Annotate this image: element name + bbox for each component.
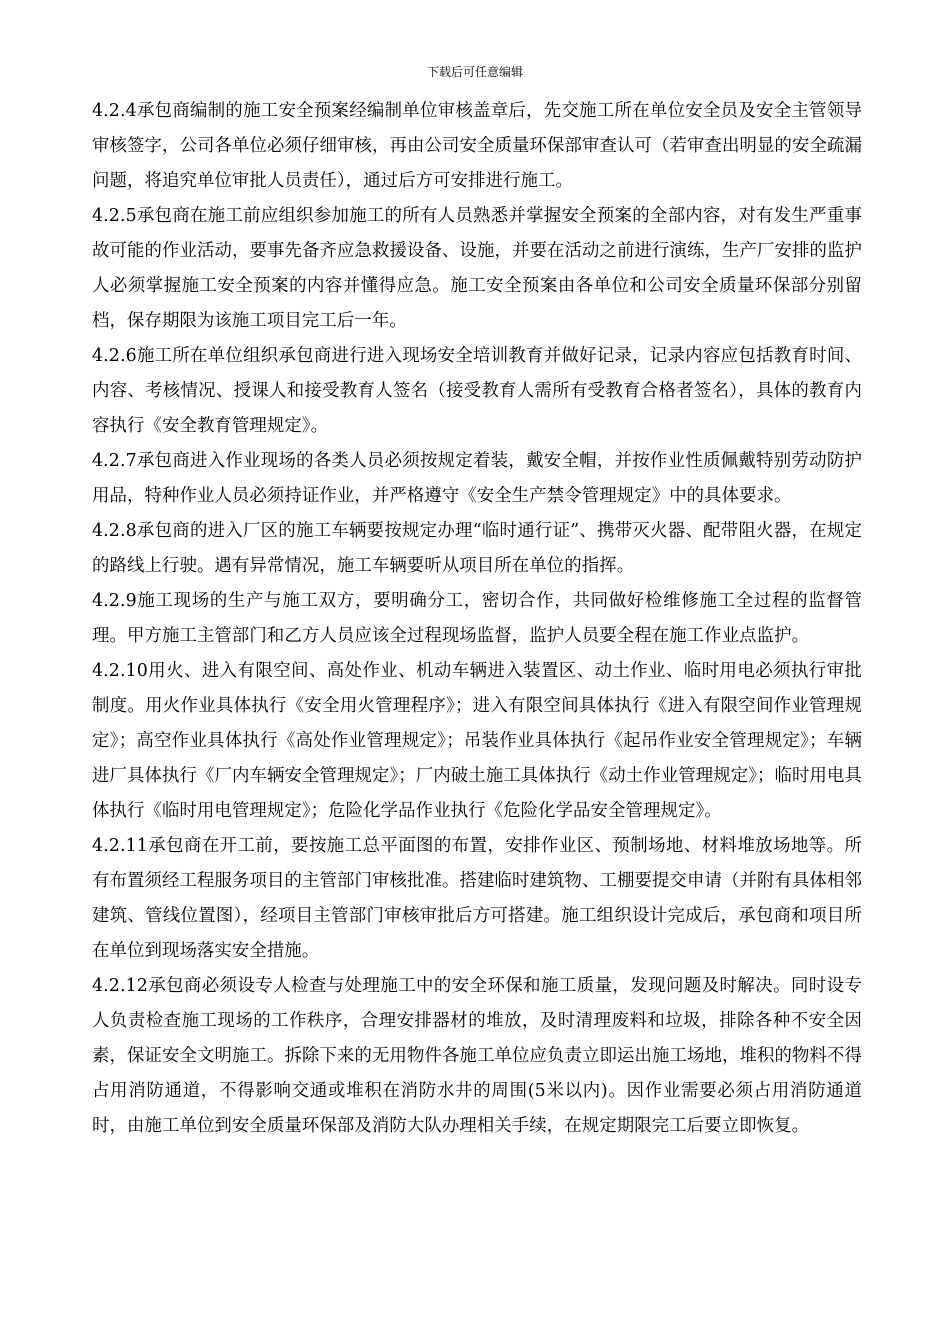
paragraph-4-2-5: 4.2.5承包商在施工前应组织参加施工的所有人员熟悉并掌握安全预案的全部内容，对有发生严重事故可能的作业活动，要事先备齐应急救援设备、设施，并要在活动之前进行演练，生产厂安排的监护人必须掌握施工安全预案的内容并懂得应急。施工安全预案由各单位和公司安全质量环保部分别留档，保存期限为该施工项目完工后一年。 <box>92 206 862 331</box>
paragraph-4-2-8: 4.2.8承包商的进入厂区的施工车辆要按规定办理“临时通行证”、携带灭火器、配带阻火器，在规定的路线上行驶。遇有异常情况，施工车辆要听从项目所在单位的指挥。 <box>92 521 862 576</box>
paragraph-4-2-7: 4.2.7承包商进入作业现场的各类人员必须按规定着装，戴安全帽，并按作业性质佩戴特别劳动防护用品，特种作业人员必须持证作业，并严格遵守《安全生产禁令管理规定》中的具体要求。 <box>92 451 862 506</box>
paragraph-4-2-6: 4.2.6施工所在单位组织承包商进行进入现场安全培训教育并做好记录，记录内容应包括教育时间、内容、考核情况、授课人和接受教育人签名（接受教育人需所有受教育合格者签名），具体的教育内容执行《安全教育管理规定》。 <box>92 346 862 436</box>
paragraph-4-2-11: 4.2.11承包商在开工前，要按施工总平面图的布置，安排作业区、预制场地、材料堆放场地等。所有布置须经工程服务项目的主管部门审核批准。搭建临时建筑物、工棚要提交申请（并附有具体相邻建筑、管线位置图），经项目主管部门审核审批后方可搭建。施工组织设计完成后，承包商和项目所在单位到现场落实安全措施。 <box>92 836 862 961</box>
paragraph-4-2-12: 4.2.12承包商必须设专人检查与处理施工中的安全环保和施工质量，发现问题及时解决。同时设专人负责检查施工现场的工作秩序，合理安排器材的堆放，及时清理废料和垃圾，排除各种不安全因素，保证安全文明施工。拆除下来的无用物件各施工单位应负责立即运出施工场地，堆积的物料不得占用消防通道，不得影响交通或堆积在消防水井的周围(5米以内)。因作业需要必须占用消防通道时，由施工单位到安全质量环保部及消防大队办理相关手续，在规定期限完工后要立即恢复。 <box>92 976 862 1136</box>
header-note: 下载后可任意编辑 <box>426 65 523 79</box>
paragraph-4-2-9: 4.2.9施工现场的生产与施工双方，要明确分工，密切合作，共同做好检维修施工全过程的监督管理。甲方施工主管部门和乙方人员应该全过程现场监督，监护人员要全程在施工作业点监护。 <box>92 591 862 646</box>
paragraph-4-2-10: 4.2.10用火、进入有限空间、高处作业、机动车辆进入装置区、动土作业、临时用电必须执行审批制度。用火作业具体执行《安全用火管理程序》；进入有限空间具体执行《进入有限空间作业管理规定》；高空作业具体执行《高处作业管理规定》；吊装作业具体执行《起吊作业安全管理规定》；车辆进厂具体执行《厂内车辆安全管理规定》；厂内破土施工具体执行《动土作业管理规定》；临时用电具体执行《临时用电管理规定》；危险化学品作业执行《危险化学品安全管理规定》。 <box>92 661 862 821</box>
document-body <box>92 94 862 1144</box>
paragraph-4-2-4: 4.2.4承包商编制的施工安全预案经编制单位审核盖章后，先交施工所在单位安全员及安全主管领导审核签字，公司各单位必须仔细审核，再由公司安全质量环保部审查认可（若审查出明显的安全疏漏问题，将追究单位审批人员责任），通过后方可安排进行施工。 <box>92 101 862 191</box>
